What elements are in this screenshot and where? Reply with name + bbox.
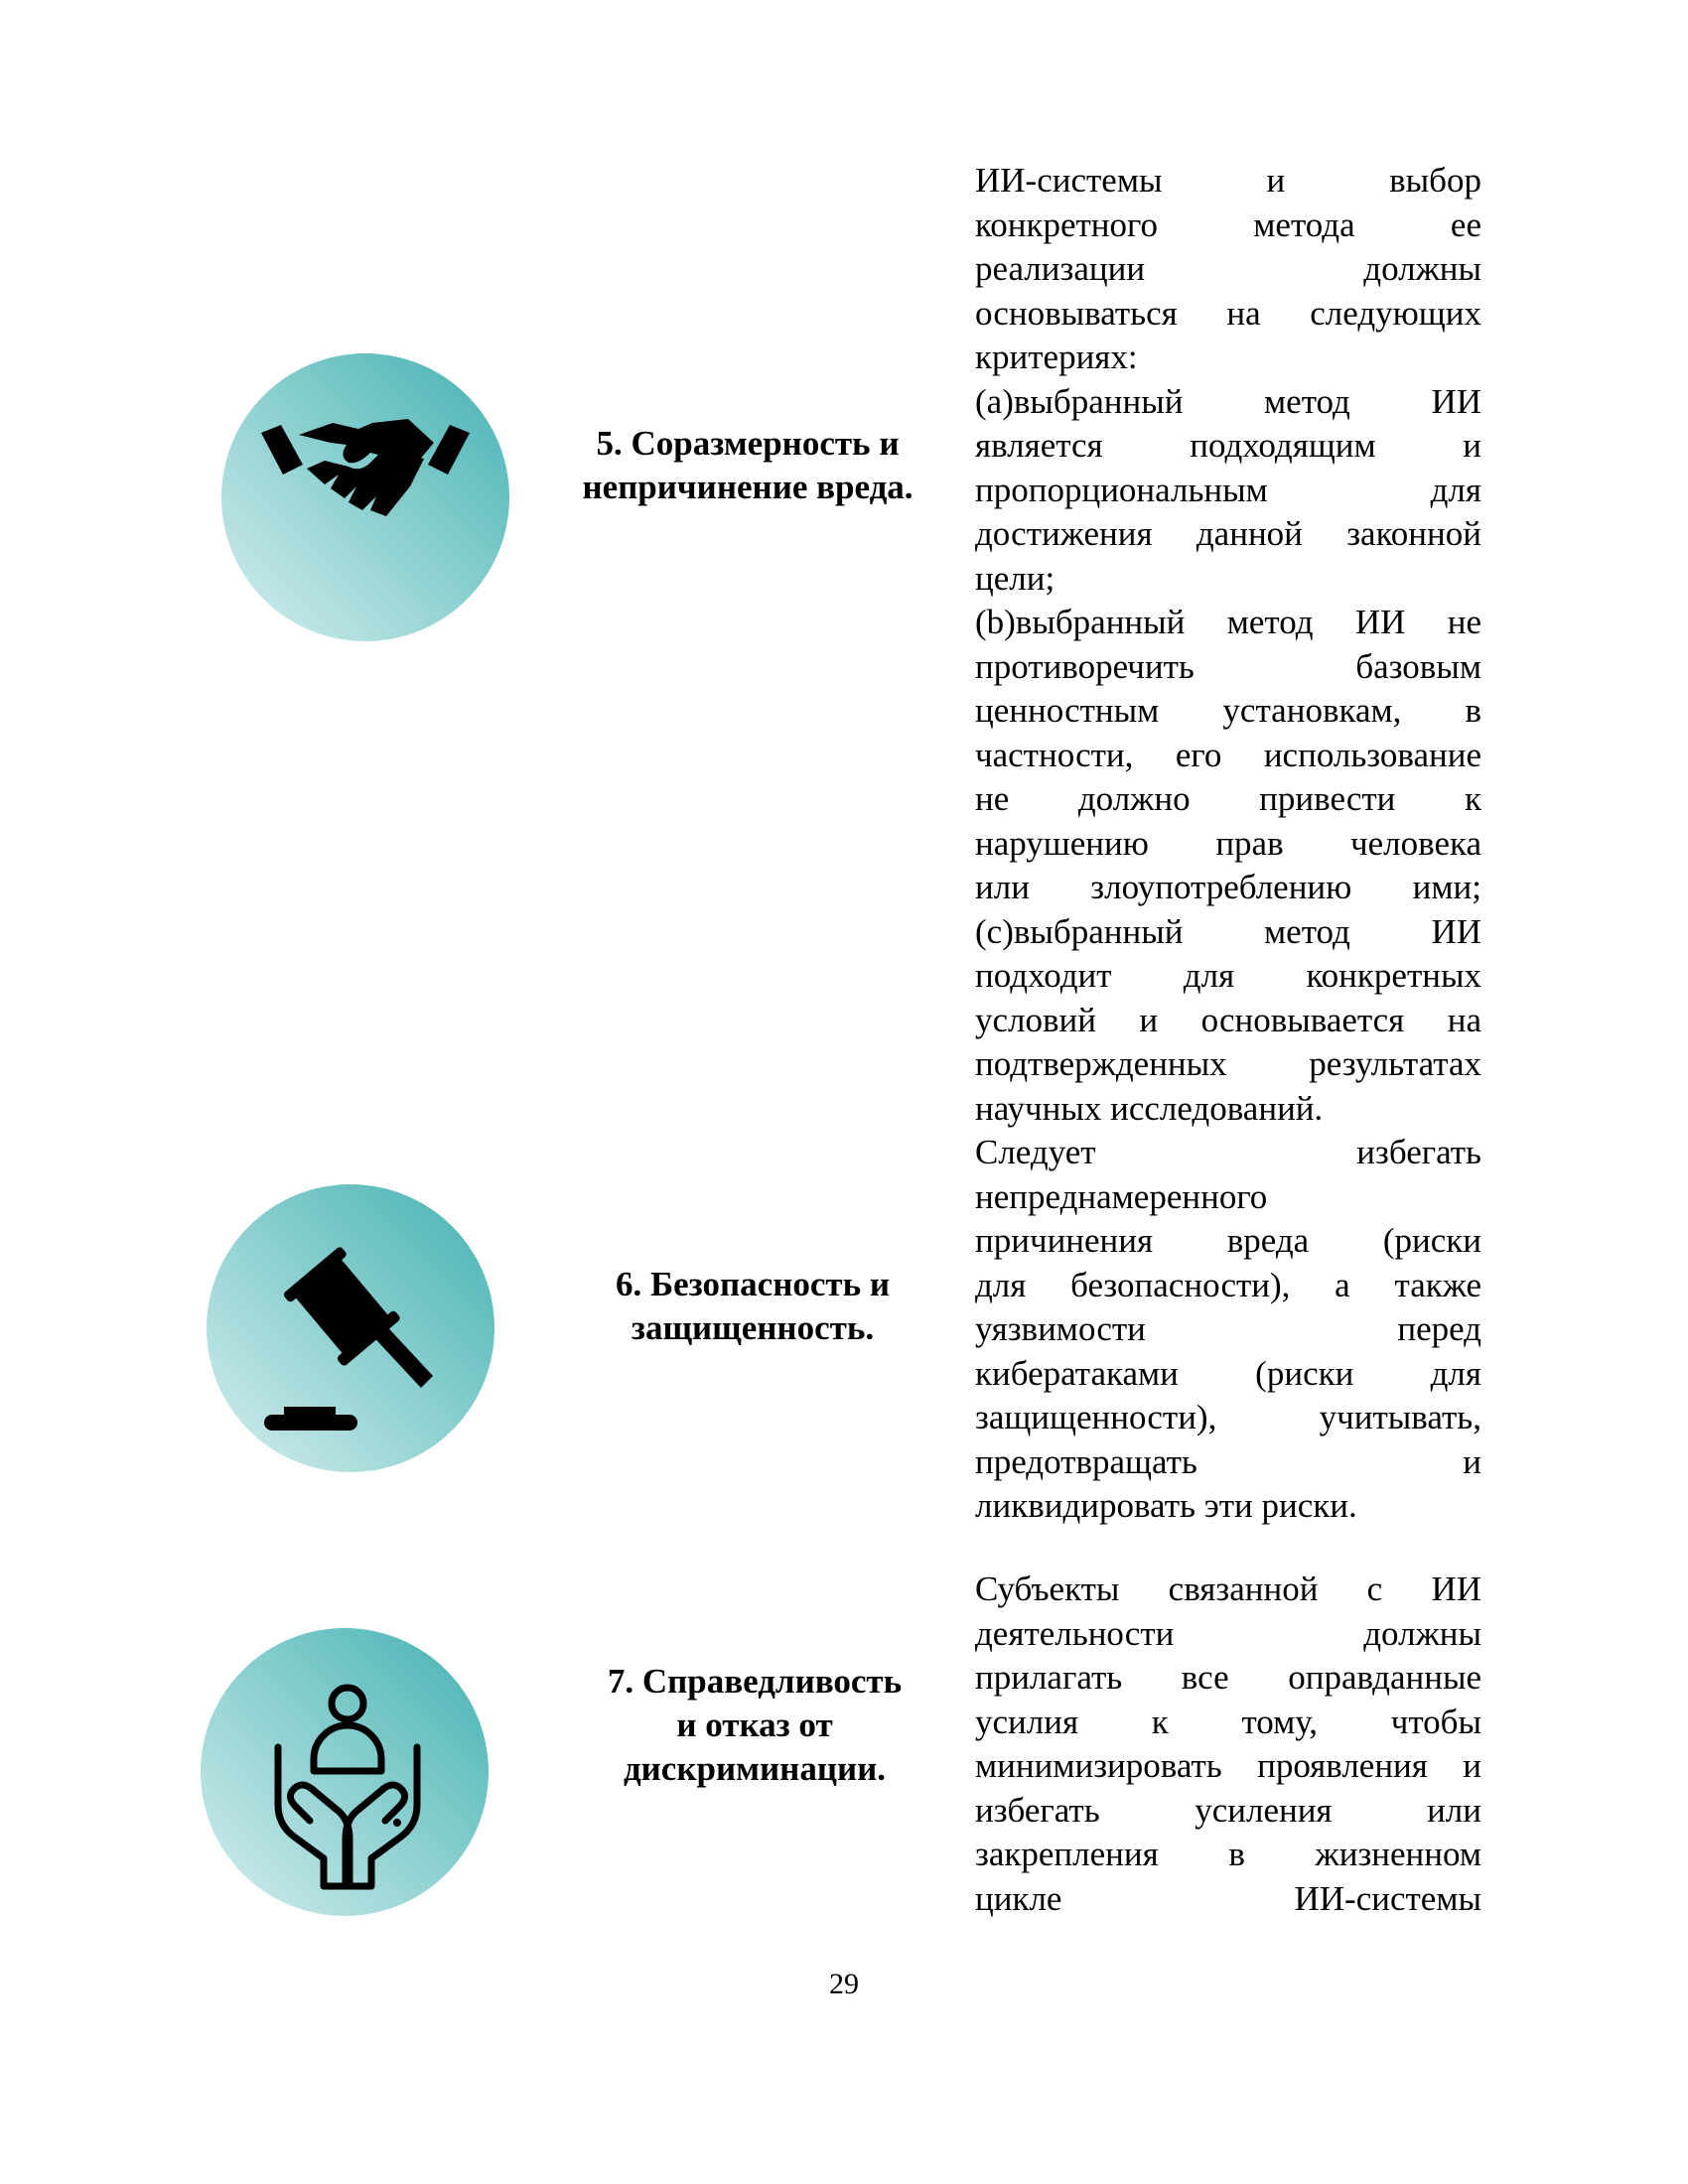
text-line: Субъекты связанной с ИИ	[975, 1570, 1481, 1608]
text-line: противоречить базовым	[975, 646, 1481, 686]
text-line: научных исследований.	[975, 1088, 1324, 1128]
text-line: условий и основывается на	[975, 1000, 1481, 1039]
principle-6-heading-line: 6. Безопасность и	[615, 1265, 891, 1303]
text-line: избегать усиления или	[975, 1790, 1481, 1830]
handshake-icon-circle	[221, 353, 509, 641]
text-line: цикле ИИ-системы	[975, 1878, 1481, 1918]
page-number: 29	[829, 1968, 859, 2000]
text-line: уязвимости перед	[975, 1309, 1481, 1348]
text-line: (b)выбранный метод ИИ не	[975, 603, 1481, 641]
text-line: предотвращать и	[975, 1441, 1481, 1481]
text-line: деятельности должны	[975, 1613, 1481, 1653]
text-line: является подходящим и	[975, 426, 1481, 465]
text-line: для безопасности), а также	[975, 1265, 1481, 1304]
text-line: достижения данной законной	[975, 514, 1481, 553]
gavel-icon	[207, 1184, 494, 1472]
text-line: ценностным установкам, в	[975, 691, 1481, 730]
principle-7-text	[975, 1568, 1481, 1921]
caring-hands-person-icon	[201, 1628, 489, 1916]
principle-7-heading	[556, 1660, 953, 1791]
text-line: причинения вреда (риски	[975, 1221, 1481, 1260]
text-line: (a)выбранный метод ИИ	[975, 381, 1481, 421]
principle-6-text	[975, 1131, 1481, 1529]
text-line: реализации должны	[975, 249, 1481, 288]
text-line: основываться на следующих	[975, 293, 1481, 333]
text-line: цели;	[975, 558, 1055, 598]
principle-5-text	[975, 159, 1481, 1131]
principle-5-heading	[549, 422, 946, 509]
principle-7-heading-line: и отказ от	[676, 1706, 833, 1744]
principle-7-heading-line: 7. Справедливость	[607, 1662, 903, 1701]
text-line: или злоупотреблению ими;	[975, 868, 1481, 906]
principle-6-heading	[554, 1263, 951, 1350]
text-line: Следует избегать	[975, 1133, 1481, 1171]
principle-5-heading-line: 5. Соразмерность и	[596, 424, 900, 463]
text-line: усилия к тому, чтобы	[975, 1702, 1481, 1741]
principle-5-heading-line: непричинение вреда.	[582, 468, 914, 506]
text-line: закрепления в жизненном	[975, 1835, 1481, 1873]
text-line: ИИ-системы и выбор	[975, 161, 1481, 200]
text-line: защищенности), учитывать,	[975, 1398, 1481, 1436]
text-line: подтвержденных результатах	[975, 1044, 1481, 1083]
text-line: минимизировать проявления и	[975, 1746, 1481, 1785]
handshake-icon	[221, 353, 509, 641]
text-line: пропорциональным для	[975, 470, 1481, 509]
text-line: нарушению прав человека	[975, 823, 1481, 863]
text-line: ликвидировать эти риски.	[975, 1486, 1357, 1525]
caring-hands-icon-circle	[201, 1628, 489, 1916]
principle-7-heading-line: дискриминации.	[623, 1749, 887, 1788]
text-line: не должно привести к	[975, 779, 1481, 818]
text-line: (c)выбранный метод ИИ	[975, 911, 1481, 951]
text-line: частности, его использование	[975, 735, 1481, 774]
text-line: кибератаками (риски для	[975, 1353, 1481, 1393]
principle-6-heading-line: защищенность.	[631, 1308, 875, 1347]
text-line: конкретного метода ее	[975, 205, 1481, 244]
gavel-icon-circle	[207, 1184, 494, 1472]
text-line: критериях:	[975, 338, 1138, 376]
text-line: непреднамеренного	[975, 1176, 1268, 1216]
text-line: прилагать все оправданные	[975, 1658, 1481, 1697]
text-line: подходит для конкретных	[975, 956, 1481, 995]
